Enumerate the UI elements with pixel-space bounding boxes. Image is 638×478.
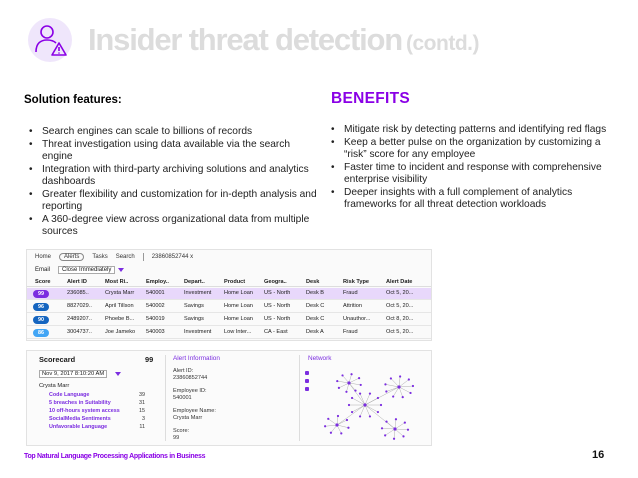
score-badge: 86 [33, 329, 49, 337]
network-node[interactable] [360, 384, 362, 386]
network-node[interactable] [404, 422, 406, 424]
network-link [325, 425, 337, 426]
network-link [365, 394, 370, 405]
solution-features-list [28, 126, 318, 239]
network-node[interactable] [330, 432, 332, 434]
column-header[interactable]: Geogra.. [264, 279, 287, 285]
network-node[interactable] [408, 378, 410, 380]
column-header[interactable]: Score [35, 279, 51, 285]
table-cell: US - North [264, 303, 291, 309]
network-hub-node[interactable] [393, 427, 396, 430]
table-cell: Phoebe B... [105, 316, 135, 322]
filter-label: Email [35, 266, 51, 273]
network-link [386, 387, 399, 392]
network-link [365, 405, 370, 416]
table-cell: Desk C [306, 316, 325, 322]
table-row[interactable] [27, 288, 431, 300]
chevron-down-icon[interactable] [115, 372, 121, 376]
table-cell: Crysta Marr [105, 290, 135, 296]
network-node[interactable] [390, 377, 392, 379]
table-cell: 236085.. [67, 290, 89, 296]
column-header[interactable]: Alert ID [67, 279, 87, 285]
network-node[interactable] [327, 418, 329, 420]
table-cell: 540002 [146, 303, 165, 309]
network-tool-icon[interactable] [305, 371, 309, 375]
network-node[interactable] [340, 432, 342, 434]
solution-features-heading: Solution features: [24, 94, 122, 106]
table-cell: April Tillson [105, 303, 134, 309]
network-node[interactable] [369, 392, 371, 394]
score-badge: 99 [33, 290, 49, 298]
panel-divider [165, 355, 166, 441]
list-item: • Search engines can scale to billions of records [28, 126, 318, 139]
network-link [337, 420, 347, 425]
table-cell: Desk B [306, 290, 325, 296]
column-header[interactable]: Depart.. [184, 279, 205, 285]
column-header[interactable]: Desk [306, 279, 320, 285]
table-cell: 540003 [146, 329, 165, 335]
network-node[interactable] [385, 421, 387, 423]
table-cell: Unauthor... [343, 316, 371, 322]
network-node[interactable] [359, 415, 361, 417]
network-node[interactable] [345, 391, 347, 393]
filter-select[interactable]: Close Immediately [58, 266, 115, 274]
scorecard-item-value: 11 [139, 424, 145, 430]
employee-name-value: Crysta Marr [173, 415, 203, 421]
table-cell: Savings [184, 316, 204, 322]
scorecard-item-label: SocialMedia Sentiments [49, 416, 111, 422]
column-header[interactable]: Alert Date [386, 279, 413, 285]
table-cell: US - North [264, 316, 291, 322]
network-node[interactable] [402, 396, 404, 398]
network-link [399, 380, 409, 387]
table-cell: Oct 8, 20... [386, 316, 414, 322]
table-header [27, 277, 431, 287]
network-node[interactable] [407, 429, 409, 431]
table-row[interactable] [27, 314, 431, 326]
network-node[interactable] [377, 411, 379, 413]
footer-text: Top Natural Language Processing Applications in Business [24, 453, 206, 460]
employee-id-label: Employee ID: [173, 388, 207, 394]
table-cell: Low Inter... [224, 329, 252, 335]
network-node[interactable] [348, 404, 350, 406]
network-link [395, 429, 403, 436]
table-cell: Oct 5, 20... [386, 329, 414, 335]
network-node[interactable] [358, 377, 360, 379]
list-item: • Integration with third-party archiving solutions and analytics dashboards [28, 164, 318, 189]
network-link [385, 429, 395, 435]
column-header[interactable]: Employ.. [146, 279, 169, 285]
list-item: • A 360-degree view across organizational data from multiple sources [28, 214, 318, 239]
network-hub-node[interactable] [397, 385, 400, 388]
table-row[interactable] [27, 301, 431, 313]
table-cell: Investment [184, 290, 212, 296]
network-link [365, 398, 378, 405]
table-cell: 2489207.. [67, 316, 92, 322]
alerts-dashboard [26, 249, 432, 341]
scorecard-item-value: 31 [139, 400, 145, 406]
network-node[interactable] [369, 415, 371, 417]
network-link [349, 383, 365, 405]
scorecard-item-value: 15 [139, 408, 145, 414]
network-hub-node[interactable] [363, 403, 366, 406]
column-header[interactable]: Product [224, 279, 246, 285]
network-link [337, 425, 348, 428]
column-header[interactable]: Most Ri.. [105, 279, 129, 285]
network-node[interactable] [350, 373, 352, 375]
table-cell: Home Loan [224, 303, 253, 309]
table-cell: Desk C [306, 303, 325, 309]
table-cell: Savings [184, 303, 204, 309]
page-number: 16 [592, 449, 605, 461]
table-cell: 540001 [146, 290, 165, 296]
list-item[interactable] [49, 416, 145, 424]
alert-id-value: 23860852744 [173, 375, 208, 381]
network-node[interactable] [399, 375, 401, 377]
table-cell: Oct 5, 20... [386, 290, 414, 296]
network-link [337, 381, 349, 383]
list-item[interactable] [49, 424, 145, 432]
nav-divider [143, 253, 144, 261]
network-link [328, 419, 337, 425]
network-link [395, 429, 408, 430]
column-header[interactable]: Risk Type [343, 279, 370, 285]
table-cell: 8827029.. [67, 303, 92, 309]
alert-info-title: Alert Information [173, 355, 220, 362]
network-node[interactable] [354, 389, 356, 391]
table-cell: Investment [184, 329, 212, 335]
employee-id-value: 540001 [173, 395, 192, 401]
score-badge: 90 [33, 316, 49, 324]
scorecard-employee-name: Crysta Marr [39, 383, 70, 389]
nav-tasks[interactable]: Tasks [92, 253, 108, 260]
network-node[interactable] [337, 415, 339, 417]
employee-name-label: Employee Name: [173, 408, 216, 414]
network-link [352, 398, 365, 405]
table-cell: Joe Jameko [105, 329, 136, 335]
network-title: Network [308, 355, 332, 362]
scorecard-item-value: 39 [139, 392, 145, 398]
network-node[interactable] [377, 397, 379, 399]
table-cell: Desk A [306, 329, 324, 335]
network-link [382, 428, 395, 429]
network-link [352, 405, 365, 412]
scorecard-item-label: 10 off-hours system access [49, 408, 120, 414]
list-item[interactable] [49, 392, 145, 400]
network-node[interactable] [384, 434, 386, 436]
list-item: • Faster time to incident and response with comprehensive enterprise visibility [330, 162, 622, 187]
nav-alerts[interactable]: Alerts [59, 253, 84, 261]
list-item[interactable] [49, 408, 145, 416]
scorecard-date-select[interactable]: Nov 9, 2017 8:10:20 AM [39, 370, 107, 378]
benefits-heading: BENEFITS [331, 90, 411, 107]
network-node[interactable] [336, 380, 338, 382]
benefits-list [330, 124, 622, 212]
network-tool-icon[interactable] [305, 379, 309, 383]
list-item: • Threat investigation using data available via the search engine [28, 139, 318, 164]
table-cell: Fraud [343, 290, 358, 296]
nav-search[interactable]: Search [115, 253, 135, 260]
network-node[interactable] [381, 427, 383, 429]
network-graph[interactable] [303, 363, 431, 445]
page-title-sub: (contd.) [406, 32, 479, 55]
panel-divider [299, 355, 300, 441]
table-cell: 540019 [146, 316, 165, 322]
table-row[interactable] [27, 327, 431, 339]
list-item: • Mitigate risk by detecting patterns and identifying red flags [330, 124, 622, 137]
network-link [349, 383, 361, 385]
scorecard-title: Scorecard [39, 355, 76, 364]
network-node[interactable] [338, 387, 340, 389]
alert-info-body [173, 368, 216, 440]
network-node[interactable] [347, 427, 349, 429]
network-node[interactable] [324, 425, 326, 427]
score-label: Score: [173, 428, 190, 434]
network-link [387, 422, 395, 429]
list-item: • Keep a better pulse on the organization by customizing a “risk” score for any employee [330, 137, 622, 162]
table-cell: 3004737.. [67, 329, 92, 335]
network-link [399, 386, 413, 387]
network-node[interactable] [409, 392, 411, 394]
table-cell: Home Loan [224, 290, 253, 296]
scorecard-score: 99 [145, 355, 154, 364]
network-hub-node[interactable] [335, 423, 338, 426]
table-cell: Attrition [343, 303, 362, 309]
network-node[interactable] [351, 397, 353, 399]
scorecard-list [49, 392, 145, 432]
network-node[interactable] [393, 438, 395, 440]
filter-bar [27, 264, 124, 275]
list-item: • Greater flexibility and customization for in-depth analysis and reporting [28, 189, 318, 214]
chevron-down-icon[interactable] [118, 268, 124, 272]
scorecard-item-label: Unfavorable Language [49, 424, 108, 430]
network-node[interactable] [395, 418, 397, 420]
scorecard-item-value: 3 [142, 416, 145, 422]
nav-record-tab[interactable]: 23860852744 x [151, 253, 194, 260]
nav-home[interactable]: Home [35, 253, 52, 260]
network-link [349, 378, 359, 383]
network-node[interactable] [359, 392, 361, 394]
network-node[interactable] [412, 385, 414, 387]
list-item: • Deeper insights with a full complement of analytics frameworks for all threat detection workloads [330, 187, 622, 212]
scorecard-item-label: 5 breaches in Suitability [49, 400, 111, 406]
user-warning-icon [26, 16, 74, 64]
network-link [365, 405, 378, 412]
network-node[interactable] [392, 395, 394, 397]
table-cell: CA - East [264, 329, 288, 335]
table-cell: Fraud [343, 329, 358, 335]
table-cell: US - North [264, 290, 291, 296]
scorecard-item-label: Code Language [49, 392, 90, 398]
network-node[interactable] [351, 411, 353, 413]
network-node[interactable] [346, 419, 348, 421]
score-badge: 96 [33, 303, 49, 311]
table-cell: Home Loan [224, 316, 253, 322]
network-node[interactable] [384, 383, 386, 385]
network-node[interactable] [341, 374, 343, 376]
alert-id-label: Alert ID: [173, 368, 194, 374]
dashboard-nav [27, 250, 431, 263]
scorecard-panel [26, 350, 432, 446]
network-node[interactable] [380, 404, 382, 406]
network-node[interactable] [402, 435, 404, 437]
network-node[interactable] [385, 390, 387, 392]
page-title [88, 22, 479, 58]
list-item[interactable] [49, 400, 145, 408]
network-link [395, 423, 405, 429]
score-value: 99 [173, 435, 180, 440]
network-tool-icon[interactable] [305, 387, 309, 391]
network-link [339, 383, 349, 388]
page-title-main: Insider threat detection [88, 22, 402, 57]
network-hub-node[interactable] [347, 381, 350, 384]
table-cell: Oct 5, 20... [386, 303, 414, 309]
